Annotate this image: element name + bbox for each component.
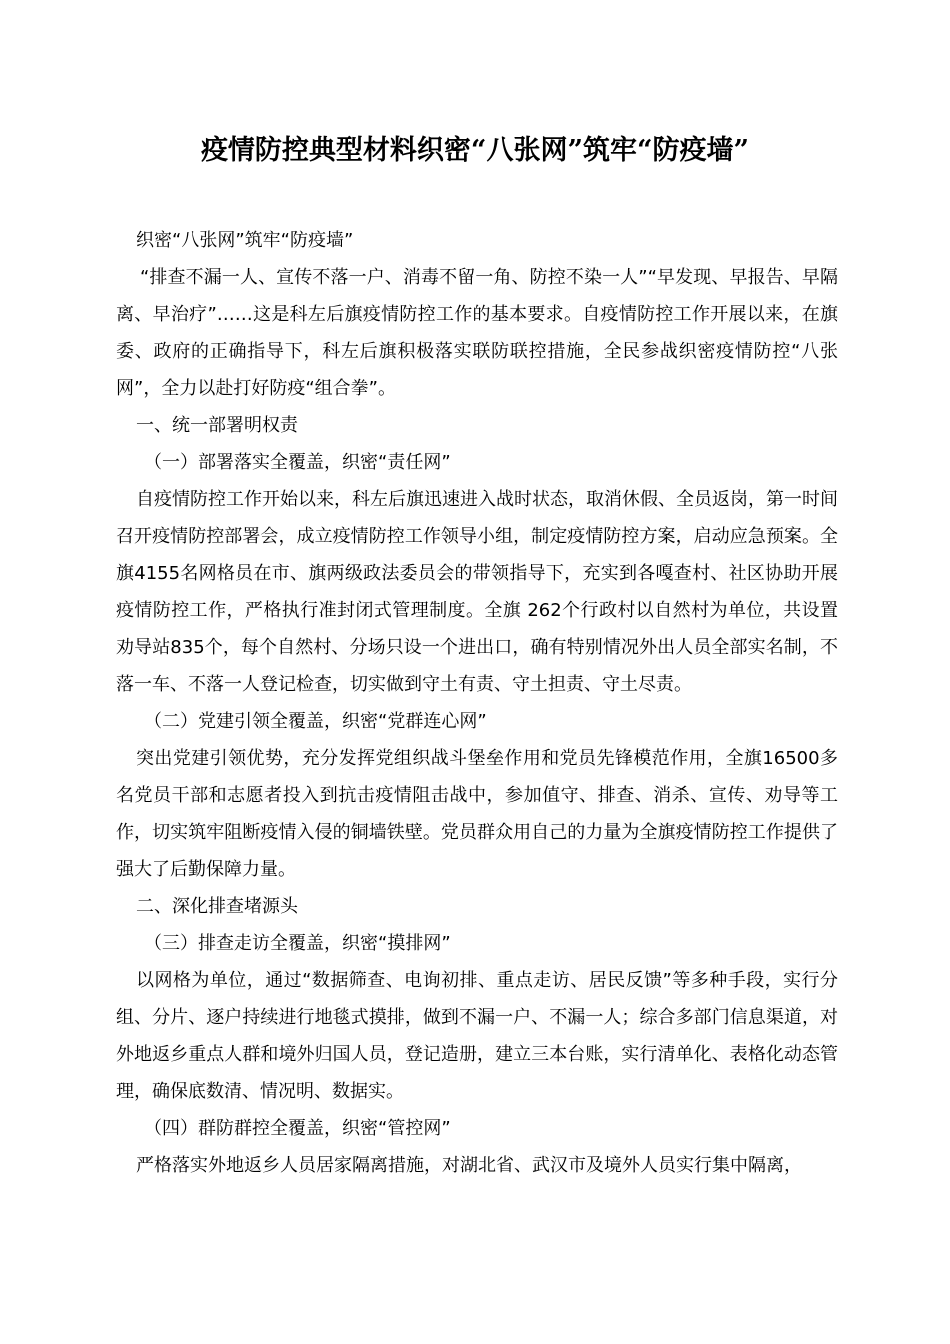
subsection-heading-1: （一）部署落实全覆盖，织密“责任网” <box>144 452 451 473</box>
subsection-heading-3: （三）排查走访全覆盖，织密“摸排网” <box>144 933 451 954</box>
section-heading-1: 一、统一部署明权责 <box>136 415 298 436</box>
intro-paragraph: “排查不漏一人、宣传不落一户、消毒不留一角、防控不染一人”“早发现、早报告、早隔离、早治疗”……这是科左后旗疫情防控工作的基本要求。自疫情防控工作开展以来，在旗委、政府的正确指导下，科左后旗积极落实联防联控措施，全民参战织密疫情防控“八张网”，全力以赴打好防疫“组合拳”。 <box>116 267 838 399</box>
section-heading-2: 二、深化排查堵源头 <box>136 896 298 917</box>
body-paragraph: 以网格为单位，通过“数据筛查、电询初排、重点走访、居民反馈”等多种手段，实行分组、分片、逐户持续进行地毯式摸排，做到不漏一户、不漏一人；综合多部门信息渠道，对外地返乡重点人群和境外归国人员，登记造册，建立三本台账，实行清单化、表格化动态管理，确保底数清、情况明、数据实。 <box>116 970 838 1102</box>
document-body <box>116 222 838 1184</box>
subtitle: 织密“八张网”筑牢“防疫墙” <box>136 230 354 251</box>
body-paragraph: 自疫情防控工作开始以来，科左后旗迅速进入战时状态，取消休假、全员返岗，第一时间召开疫情防控部署会，成立疫情防控工作领导小组，制定疫情防控方案，启动应急预案。全旗4155名网格员在市、旗两级政法委员会的带领指导下，充实到各嘎查村、社区协助开展疫情防控工作，严格执行准封闭式管理制度。全旗 262个行政村以自然村为单位，共设置劝导站835个，每个自然村、分场只设一个进出口，确有特别情况外出人员全部实名制，不落一车、不落一人登记检查，切实做到守土有责、守土担责、守土尽责。 <box>116 489 838 695</box>
document-title: 疫情防控典型材料织密“八张网”筑牢“防疫墙” <box>200 135 750 166</box>
subsection-heading-4: （四）群防群控全覆盖，织密“管控网” <box>144 1118 451 1139</box>
subsection-heading-2: （二）党建引领全覆盖，织密“党群连心网” <box>144 711 487 732</box>
body-paragraph: 突出党建引领优势，充分发挥党组织战斗堡垒作用和党员先锋模范作用，全旗16500多名党员干部和志愿者投入到抗击疫情阻击战中，参加值守、排查、消杀、宣传、劝导等工作，切实筑牢阻断疫情入侵的铜墙铁壁。党员群众用自己的力量为全旗疫情防控工作提供了强大了后勤保障力量。 <box>116 748 838 880</box>
body-paragraph: 严格落实外地返乡人员居家隔离措施，对湖北省、武汉市及境外人员实行集中隔离， <box>136 1155 802 1176</box>
